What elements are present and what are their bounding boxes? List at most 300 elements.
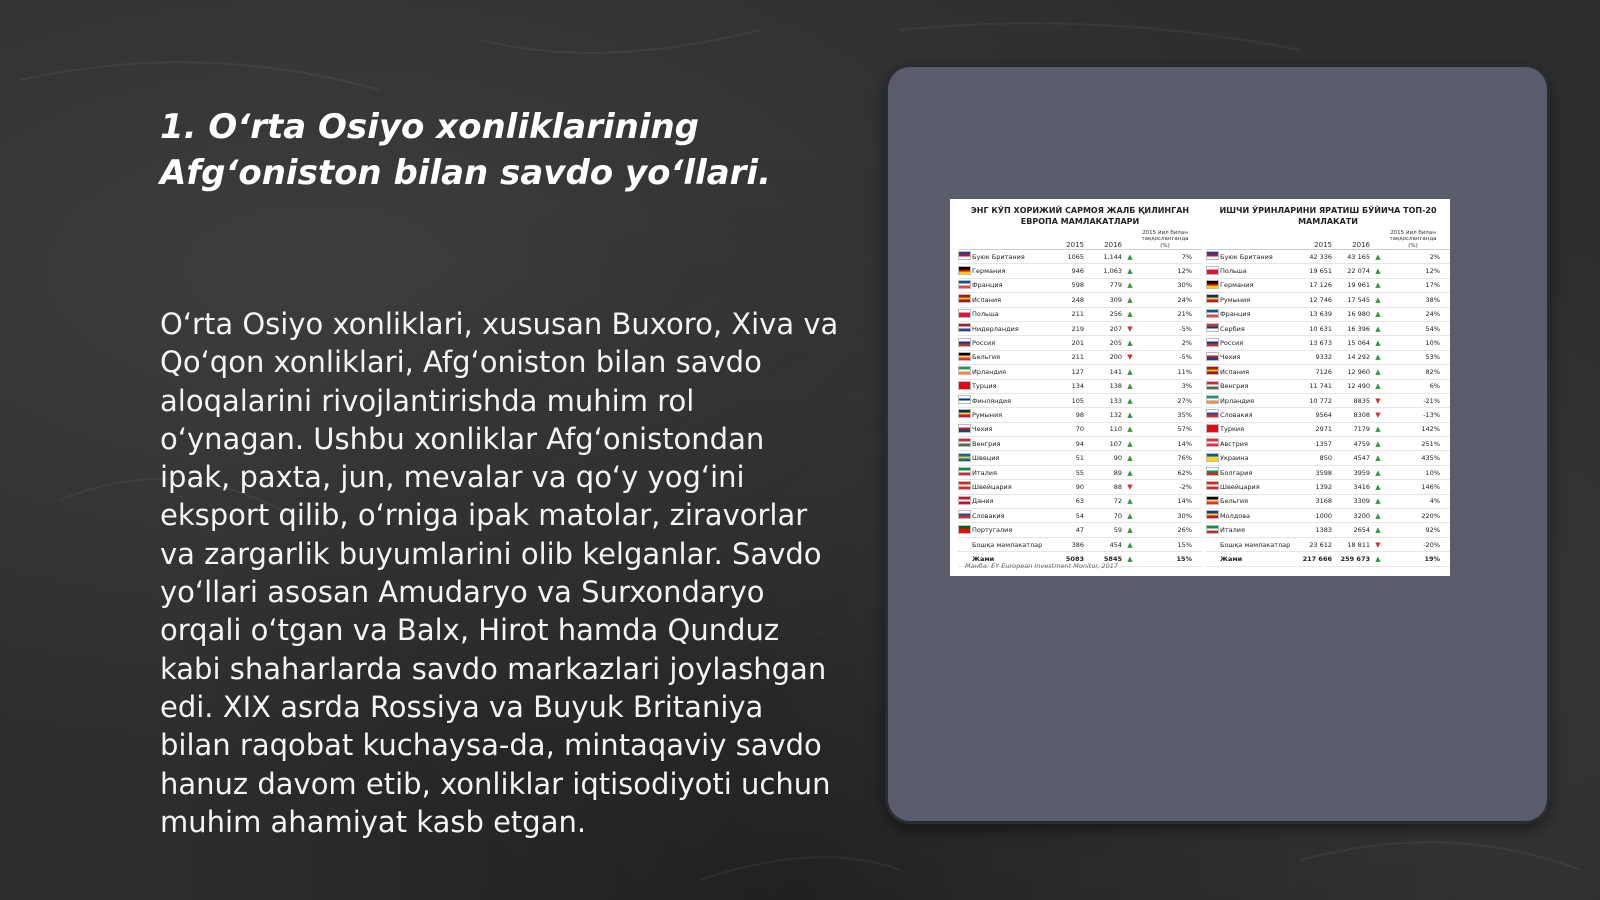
value-2016: 4547 [1353, 454, 1370, 463]
value-2016: 132 [1109, 410, 1122, 419]
value-2015: 3598 [1315, 468, 1332, 477]
left-table-rows [958, 250, 1202, 567]
country-flag-icon [958, 525, 971, 534]
country-flag-icon [958, 409, 971, 418]
arrow-up-icon: ▲ [1375, 497, 1381, 506]
change-percent: 14% [1177, 497, 1192, 506]
arrow-up-icon: ▲ [1127, 281, 1133, 290]
change-percent: 2% [1181, 339, 1192, 348]
flag-icon [958, 438, 972, 449]
flag-icon [958, 467, 972, 478]
value-2015: 47 [1075, 526, 1084, 535]
flag-icon [1206, 395, 1220, 406]
country-name: Буюк Британия [972, 252, 1025, 261]
table-row [1206, 308, 1450, 322]
table-row [1206, 495, 1450, 509]
country-name: Швейцария [1220, 482, 1260, 491]
table-row [1206, 365, 1450, 379]
arrow-up-icon: ▲ [1127, 410, 1133, 419]
change-percent: 142% [1421, 425, 1440, 434]
change-percent: 2% [1429, 252, 1440, 261]
flag-icon [958, 496, 972, 507]
flag-icon [958, 481, 972, 492]
value-2016: 2654 [1353, 526, 1370, 535]
value-2016: 3309 [1353, 497, 1370, 506]
arrow-up-icon: ▲ [1375, 439, 1381, 448]
title-line-1: 1. O‘rta Osiyo xonliklarining [160, 107, 700, 147]
change-percent: 12% [1177, 267, 1192, 276]
country-flag-icon [958, 251, 971, 260]
flag-icon [1206, 251, 1220, 262]
arrow-up-icon: ▲ [1375, 454, 1381, 463]
flag-icon [1206, 438, 1220, 449]
investment-table-image [950, 199, 1450, 576]
flag-icon [958, 266, 972, 277]
country-name: Франция [972, 281, 1003, 290]
country-flag-icon [1206, 409, 1219, 418]
country-name: Турция [972, 382, 997, 391]
left-table-title: ЭНГ КЎП ХОРИЖИЙ САРМОЯ ЖАЛБ ҚИЛИНГАН ЕВРОПА МАМЛАКАТЛАРИ [970, 206, 1190, 226]
change-percent: 92% [1425, 526, 1440, 535]
table-row [1206, 423, 1450, 437]
value-2015: 598 [1071, 281, 1084, 290]
country-flag-icon [1206, 338, 1219, 347]
country-flag-icon [1206, 395, 1219, 404]
value-2015: 3168 [1315, 497, 1332, 506]
country-name: Чехия [1220, 353, 1241, 362]
country-name: Бельгия [1220, 497, 1248, 506]
flag-icon [1206, 266, 1220, 277]
country-name: Румыния [1220, 295, 1251, 304]
flag-icon [958, 366, 972, 377]
country-name: Бошқа мамлакатлар [1220, 540, 1291, 549]
value-2015: 7126 [1315, 367, 1332, 376]
value-2015: 211 [1071, 310, 1084, 319]
country-name: Болгария [1220, 468, 1253, 477]
value-2016: 1,063 [1103, 267, 1122, 276]
value-2016: 12 960 [1347, 367, 1370, 376]
value-2016: 8835 [1353, 396, 1370, 405]
country-flag-icon [1206, 266, 1219, 275]
value-2016: 138 [1109, 382, 1122, 391]
table-row [958, 365, 1202, 379]
value-2015: 850 [1319, 454, 1332, 463]
flag-icon [958, 280, 972, 291]
country-name: Бельгия [972, 353, 1000, 362]
country-flag-icon [958, 424, 971, 433]
arrow-down-icon: ▼ [1375, 410, 1381, 419]
table-row [1206, 394, 1450, 408]
value-2015: 70 [1075, 425, 1084, 434]
table-row [1206, 466, 1450, 480]
table-row [958, 538, 1202, 552]
arrow-up-icon: ▲ [1127, 439, 1133, 448]
value-2016: 72 [1113, 497, 1122, 506]
slide-body-text: O‘rta Osiyo xonliklari, xususan Buxoro, Xiva va Qo‘qon xonliklari, Afg‘oniston bilan savdo aloqalarini rivojlantirishda muhim rol o‘ynagan. Ushbu xonliklar Afg‘onistondan ipak, paxta, jun, mevalar va qo‘y yog‘ini eksport qilib, o‘rniga ipak matolar, ziravorlar va zargarlik buyumlarini olib kelganlar. Savdo yo‘llari asosan Amudaryo va Surxondaryo orqali o‘tgan va Balx, Hirot hamda Qunduz kabi shaharlarda savdo markazlari joylashgan edi. XIX asrda Rossiya va Buyuk Britaniya bilan raqobat kuchaysa-da, mintaqaviy savdo hanuz davom etib, xonliklar iqtisodiyoti uchun muhim ahamiyat kasb etgan. [160, 307, 839, 839]
change-percent: 26% [1177, 526, 1192, 535]
value-2016: 259 673 [1340, 554, 1370, 563]
arrow-down-icon: ▼ [1127, 482, 1133, 491]
flag-icon [958, 424, 972, 435]
country-name: Испания [972, 295, 1002, 304]
change-percent: 21% [1177, 310, 1192, 319]
change-percent: 6% [1429, 382, 1440, 391]
country-flag-icon [1206, 366, 1219, 375]
value-2016: 19 961 [1347, 281, 1370, 290]
value-2016: 779 [1109, 281, 1122, 290]
table-row [958, 495, 1202, 509]
country-name: Франция [1220, 310, 1251, 319]
country-name: Словакия [972, 511, 1005, 520]
change-percent: 54% [1425, 324, 1440, 333]
country-name: Жами [972, 554, 995, 563]
value-2015: 98 [1075, 410, 1084, 419]
arrow-up-icon: ▲ [1127, 367, 1133, 376]
change-percent: 220% [1421, 511, 1440, 520]
value-2015: 219 [1071, 324, 1084, 333]
value-2015: 201 [1071, 339, 1084, 348]
table-row [1206, 408, 1450, 422]
value-2015: 386 [1071, 540, 1084, 549]
flag-icon [958, 510, 972, 521]
country-name: Польша [1220, 267, 1247, 276]
country-name: Швейцария [972, 482, 1012, 491]
flag-icon [958, 251, 972, 262]
table-row [958, 394, 1202, 408]
country-name: Польша [972, 310, 999, 319]
country-flag-icon [958, 352, 971, 361]
arrow-up-icon: ▲ [1127, 267, 1133, 276]
arrow-up-icon: ▲ [1127, 382, 1133, 391]
value-2015: 54 [1075, 511, 1084, 520]
change-percent: -5% [1179, 324, 1192, 333]
flag-icon [958, 525, 972, 536]
table-row [958, 408, 1202, 422]
change-percent: 15% [1176, 554, 1192, 563]
col-pct-header: 2015 йил билан таққосланганда (%) [1389, 229, 1437, 249]
table-row [1206, 351, 1450, 365]
flag-icon [958, 294, 972, 305]
change-percent: 251% [1421, 439, 1440, 448]
col-2015-header: 2015 [1066, 241, 1084, 249]
country-flag-icon [1206, 294, 1219, 303]
value-2016: 70 [1113, 511, 1122, 520]
table-row [1206, 336, 1450, 350]
flag-icon [958, 453, 972, 464]
value-2015: 9332 [1315, 353, 1332, 362]
table-row [1206, 250, 1450, 264]
country-flag-icon [958, 467, 971, 476]
arrow-up-icon: ▲ [1127, 526, 1133, 535]
flag-icon [958, 409, 972, 420]
country-flag-icon [1206, 381, 1219, 390]
value-2015: 13 673 [1309, 339, 1332, 348]
value-2016: 17 545 [1347, 295, 1370, 304]
country-flag-icon [1206, 496, 1219, 505]
country-name: Сербия [1220, 324, 1245, 333]
table-row [1206, 509, 1450, 523]
flag-icon [1206, 294, 1220, 305]
value-2015: 51 [1075, 454, 1084, 463]
value-2015: 1357 [1315, 439, 1332, 448]
value-2016: 16 980 [1347, 310, 1370, 319]
arrow-up-icon: ▲ [1127, 540, 1133, 549]
value-2015: 105 [1071, 396, 1084, 405]
change-percent: 30% [1177, 281, 1192, 290]
value-2015: 23 612 [1309, 540, 1332, 549]
country-name: Германия [972, 267, 1006, 276]
change-percent: 24% [1177, 295, 1192, 304]
value-2015: 55 [1075, 468, 1084, 477]
value-2016: 7179 [1353, 425, 1370, 434]
change-percent: 11% [1177, 367, 1192, 376]
country-name: Венгрия [1220, 382, 1249, 391]
slide-title [160, 104, 800, 196]
flag-icon [1206, 366, 1220, 377]
flag-icon [1206, 309, 1220, 320]
table-row [1206, 437, 1450, 451]
value-2016: 205 [1109, 339, 1122, 348]
arrow-up-icon: ▲ [1127, 454, 1133, 463]
arrow-up-icon: ▲ [1127, 554, 1133, 563]
country-name: Украина [1220, 454, 1249, 463]
value-2016: 107 [1109, 439, 1122, 448]
country-flag-icon [1206, 309, 1219, 318]
country-name: Германия [1220, 281, 1254, 290]
country-name: Чехия [972, 425, 993, 434]
arrow-down-icon: ▼ [1127, 353, 1133, 362]
country-flag-icon [1206, 453, 1219, 462]
col-2015-header: 2015 [1314, 241, 1332, 249]
change-percent: 10% [1425, 339, 1440, 348]
country-flag-icon [958, 510, 971, 519]
flag-icon [1206, 338, 1220, 349]
col-2016-header: 2016 [1104, 241, 1122, 249]
change-percent: -5% [1179, 353, 1192, 362]
value-2015: 1383 [1315, 526, 1332, 535]
change-percent: 10% [1425, 468, 1440, 477]
arrow-up-icon: ▲ [1375, 339, 1381, 348]
table-row [958, 279, 1202, 293]
change-percent: 4% [1429, 497, 1440, 506]
country-name: Бошқа мамлакатлар [972, 540, 1043, 549]
country-name: Австрия [1220, 439, 1248, 448]
arrow-up-icon: ▲ [1375, 425, 1381, 434]
left-table-header [958, 231, 1202, 250]
value-2016: 90 [1113, 454, 1122, 463]
arrow-up-icon: ▲ [1375, 367, 1381, 376]
value-2016: 18 811 [1347, 540, 1370, 549]
value-2016: 59 [1113, 526, 1122, 535]
arrow-up-icon: ▲ [1375, 382, 1381, 391]
value-2016: 3200 [1353, 511, 1370, 520]
value-2016: 454 [1109, 540, 1122, 549]
country-name: Словакия [1220, 410, 1253, 419]
country-flag-icon [958, 294, 971, 303]
title-line-2: Afg‘oniston bilan savdo yo‘llari. [160, 153, 772, 193]
table-row [958, 322, 1202, 336]
figure-source: Манба: EY European Investment Monitor, 2017 [965, 562, 1119, 570]
country-name: Нидерландия [972, 324, 1019, 333]
arrow-up-icon: ▲ [1375, 324, 1381, 333]
arrow-up-icon: ▲ [1375, 267, 1381, 276]
value-2015: 1065 [1067, 252, 1084, 261]
arrow-up-icon: ▲ [1375, 468, 1381, 477]
arrow-up-icon: ▲ [1375, 310, 1381, 319]
right-table-title: ИШЧИ ЎРИНЛАРИНИ ЯРАТИШ БЎЙИЧА ТОП-20 МАМЛАКАТИ [1219, 206, 1437, 226]
flag-icon [1206, 481, 1220, 492]
flag-icon [1206, 352, 1220, 363]
value-2015: 217 666 [1302, 554, 1332, 563]
arrow-up-icon: ▲ [1127, 511, 1133, 520]
country-name: Испания [1220, 367, 1250, 376]
value-2015: 211 [1071, 353, 1084, 362]
value-2015: 90 [1075, 482, 1084, 491]
country-flag-icon [958, 266, 971, 275]
value-2016: 8308 [1353, 410, 1370, 419]
value-2015: 10 631 [1309, 324, 1332, 333]
table-row [1206, 322, 1450, 336]
value-2016: 88 [1113, 482, 1122, 491]
country-name: Дания [972, 497, 994, 506]
value-2016: 43 165 [1347, 252, 1370, 261]
value-2015: 19 651 [1309, 267, 1332, 276]
value-2015: 1000 [1315, 511, 1332, 520]
country-flag-icon [958, 280, 971, 289]
change-percent: 17% [1425, 281, 1440, 290]
country-flag-icon [958, 309, 971, 318]
country-name: Швеция [972, 454, 1000, 463]
arrow-up-icon: ▲ [1375, 482, 1381, 491]
country-name: Италия [1220, 526, 1245, 535]
country-flag-icon [1206, 438, 1219, 447]
country-name: Португалия [972, 526, 1013, 535]
arrow-up-icon: ▲ [1127, 339, 1133, 348]
country-name: Россия [972, 339, 996, 348]
country-name: Молдова [1220, 511, 1251, 520]
country-flag-icon [958, 323, 971, 332]
value-2016: 4759 [1353, 439, 1370, 448]
country-flag-icon [958, 395, 971, 404]
arrow-up-icon: ▲ [1127, 425, 1133, 434]
value-2016: 141 [1109, 367, 1122, 376]
change-percent: 12% [1425, 267, 1440, 276]
arrow-up-icon: ▲ [1127, 310, 1133, 319]
change-percent: 27% [1177, 396, 1192, 405]
country-flag-icon [958, 381, 971, 390]
flag-icon [1206, 381, 1220, 392]
value-2015: 5083 [1065, 554, 1084, 563]
country-flag-icon [958, 438, 971, 447]
table-row [958, 336, 1202, 350]
country-flag-icon [1206, 467, 1219, 476]
table-row [958, 308, 1202, 322]
table-row [958, 250, 1202, 264]
col-2016-header: 2016 [1352, 241, 1370, 249]
country-name: Буюк Британия [1220, 252, 1273, 261]
table-row [958, 523, 1202, 537]
country-name: Венгрия [972, 439, 1001, 448]
country-name: Финляндия [972, 396, 1012, 405]
change-percent: -20% [1423, 540, 1440, 549]
country-name: Жами [1220, 554, 1243, 563]
arrow-down-icon: ▼ [1375, 396, 1381, 405]
table-row [958, 423, 1202, 437]
flag-icon [1206, 510, 1220, 521]
change-percent: -21% [1423, 396, 1440, 405]
change-percent: 7% [1181, 252, 1192, 261]
value-2015: 2971 [1315, 425, 1332, 434]
country-flag-icon [958, 481, 971, 490]
change-percent: -13% [1423, 410, 1440, 419]
arrow-up-icon: ▲ [1375, 281, 1381, 290]
table-row [1206, 279, 1450, 293]
table-row [958, 509, 1202, 523]
value-2015: 94 [1075, 439, 1084, 448]
arrow-down-icon: ▼ [1127, 324, 1133, 333]
value-2015: 42 336 [1309, 252, 1332, 261]
table-row [1206, 380, 1450, 394]
right-table-rows [1206, 250, 1450, 567]
value-2015: 17 126 [1309, 281, 1332, 290]
col-pct-header: 2015 йил билан таққосланганда (%) [1141, 229, 1189, 249]
arrow-up-icon: ▲ [1375, 526, 1381, 535]
value-2016: 22 074 [1347, 267, 1370, 276]
arrow-up-icon: ▲ [1375, 353, 1381, 362]
country-flag-icon [1206, 424, 1219, 433]
value-2016: 200 [1109, 353, 1122, 362]
country-flag-icon [1206, 481, 1219, 490]
value-2016: 12 490 [1347, 382, 1370, 391]
arrow-up-icon: ▲ [1127, 295, 1133, 304]
value-2016: 89 [1113, 468, 1122, 477]
table-row [1206, 552, 1450, 566]
table-row [958, 380, 1202, 394]
change-percent: 38% [1425, 295, 1440, 304]
arrow-up-icon: ▲ [1127, 497, 1133, 506]
table-row [1206, 538, 1450, 552]
left-table-panel [958, 205, 1202, 567]
country-flag-icon [958, 366, 971, 375]
change-percent: 57% [1177, 425, 1192, 434]
value-2016: 15 064 [1347, 339, 1370, 348]
value-2015: 946 [1071, 267, 1084, 276]
country-flag-icon [958, 338, 971, 347]
change-percent: 146% [1421, 482, 1440, 491]
value-2016: 16 396 [1347, 324, 1370, 333]
table-row [1206, 523, 1450, 537]
arrow-up-icon: ▲ [1127, 468, 1133, 477]
flag-icon [958, 338, 972, 349]
value-2015: 1392 [1315, 482, 1332, 491]
country-flag-icon [958, 453, 971, 462]
flag-icon [1206, 453, 1220, 464]
value-2016: 14 292 [1347, 353, 1370, 362]
change-percent: 35% [1177, 410, 1192, 419]
arrow-up-icon: ▲ [1127, 396, 1133, 405]
value-2015: 13 639 [1309, 310, 1332, 319]
country-name: Румыния [972, 410, 1003, 419]
change-percent: 82% [1425, 367, 1440, 376]
table-row [1206, 293, 1450, 307]
country-flag-icon [958, 496, 971, 505]
country-flag-icon [1206, 352, 1219, 361]
country-flag-icon [1206, 251, 1219, 260]
change-percent: 14% [1177, 439, 1192, 448]
table-row [958, 480, 1202, 494]
value-2016: 133 [1109, 396, 1122, 405]
flag-icon [1206, 467, 1220, 478]
